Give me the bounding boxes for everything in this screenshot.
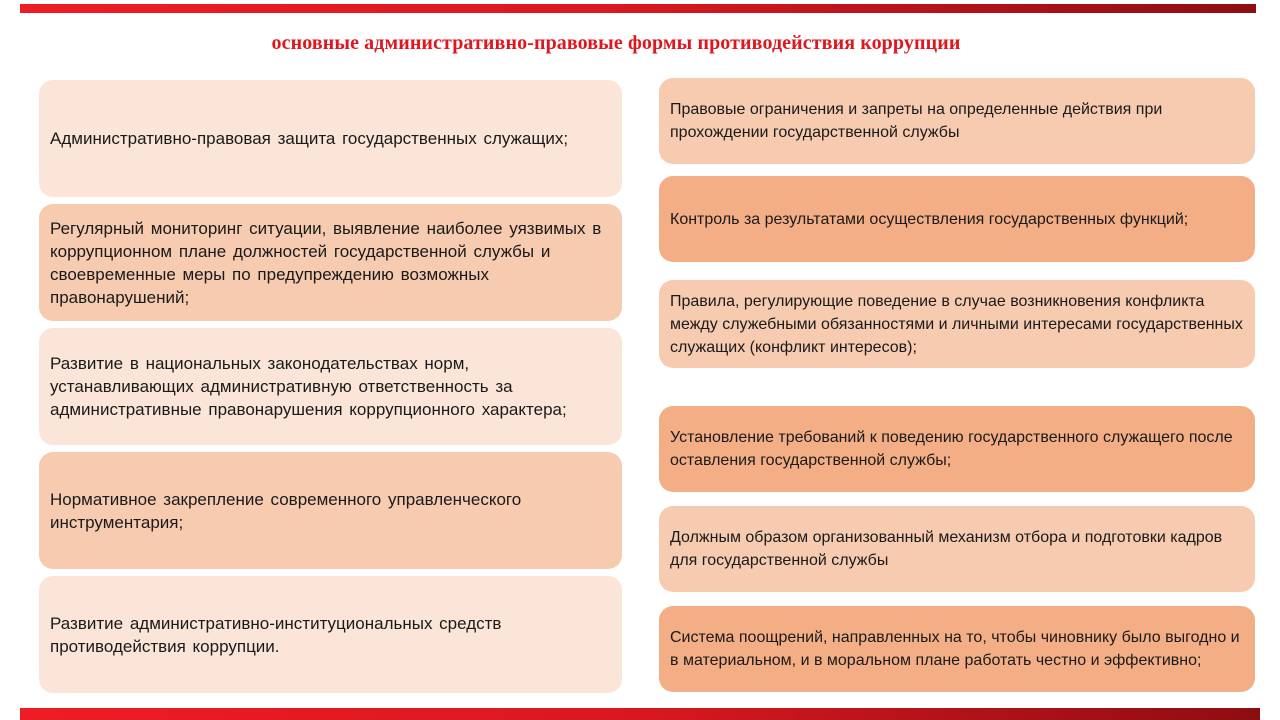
right-item-1-text: Правовые ограничения и запреты на определенные действия при прохождении государственной службы: [670, 101, 1163, 141]
bottom-decorative-bar: [20, 708, 1260, 720]
right-item-6: [659, 606, 1255, 692]
left-item-2-text: Регулярный мониторинг ситуации, выявление наиболее уязвимых в коррупционном плане должностей государственной службы и своевременные меры по предупреждению возможных правонарушений;: [50, 218, 602, 307]
left-item-1-text: Административно-правовая защита государственных служащих;: [50, 129, 569, 148]
left-item-3: [39, 328, 622, 445]
right-item-5: [659, 506, 1255, 592]
left-item-4: [39, 452, 622, 569]
right-item-2-text: Контроль за результатами осуществления государственных функций;: [670, 210, 1189, 228]
right-item-4-text: Установление требований к поведению государственного служащего после оставления государственной службы;: [670, 429, 1233, 469]
right-item-3-text: Правила, регулирующие поведение в случае возникновения конфликта между служебными обязанностями и личными интересами государственных служащих (конфликт интересов);: [670, 292, 1243, 356]
slide-title: основные административно-правовые формы противодействия коррупции: [271, 32, 961, 54]
left-item-3-text: Развитие в национальных законодательствах норм, устанавливающих административную ответственность за административные правонарушения коррупционного характера;: [50, 354, 567, 419]
right-item-2: [659, 176, 1255, 262]
left-item-2: [39, 204, 622, 321]
left-item-4-text: Нормативное закрепление современного управленческого инструментария;: [50, 489, 522, 532]
right-item-3: [659, 280, 1255, 368]
right-item-4: [659, 406, 1255, 492]
left-item-5-text: Развитие административно-институциональных средств противодействия коррупции.: [50, 613, 502, 656]
right-item-6-text: Система поощрений, направленных на то, чтобы чиновнику было выгодно и в материальном, и в моральном плане работать честно и эффективно;: [670, 629, 1240, 669]
left-item-1: [39, 80, 622, 197]
top-decorative-bar: [20, 4, 1256, 13]
left-item-5: [39, 576, 622, 693]
right-item-5-text: Должным образом организованный механизм отбора и подготовки кадров для государственной службы: [670, 529, 1223, 569]
right-item-1: [659, 78, 1255, 164]
